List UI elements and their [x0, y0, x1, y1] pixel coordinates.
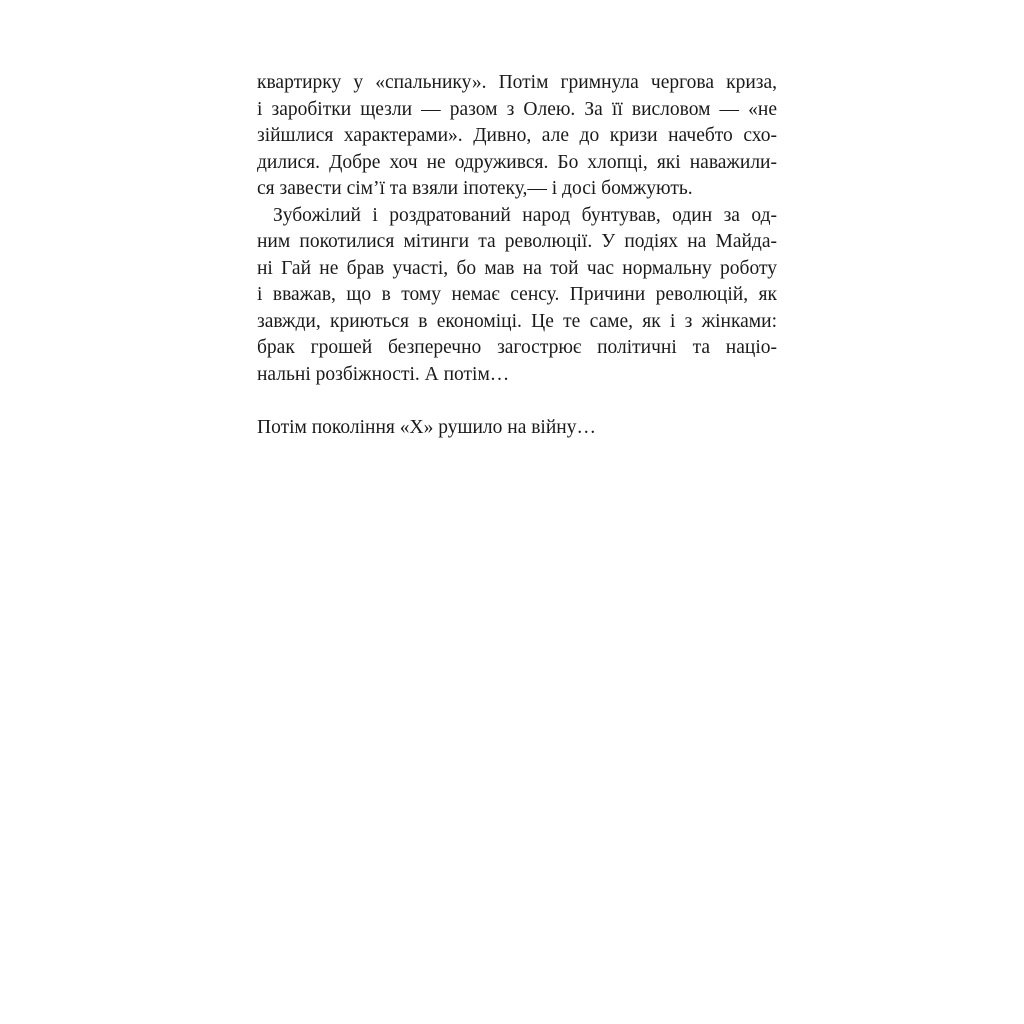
text-line: ся завести сім’ї та взяли іпотеку,— і досі бомжують. [257, 178, 693, 199]
text-block [257, 70, 777, 441]
text-line: ні Гай не брав участі, бо мав на той час нормальну роботу [257, 257, 777, 279]
paragraph-1 [257, 70, 777, 203]
text-line: і заробітки щезли — разом з Олею. За її висловом — «не [257, 98, 777, 120]
text-line: дилися. Добре хоч не одружився. Бо хлопці, які наважили- [257, 151, 777, 173]
paragraph-gap [257, 388, 777, 415]
text-line: і вважав, що в тому немає сенсу. Причини революцій, як [257, 284, 777, 305]
paragraph-2 [257, 203, 777, 389]
text-line: нальні розбіжності. А потім… [257, 363, 510, 385]
text-line: зійшлися характерами». Дивно, але до кризи начебто схо- [257, 125, 777, 146]
text-line: брак грошей безперечно загострює політичні та націо- [257, 337, 777, 358]
text-line: Зубожілий і роздратований народ бунтував, один за од- [273, 204, 777, 226]
text-line: Потім покоління «Х» рушило на війну… [257, 416, 596, 438]
text-line: ним покотилися мітинги та революції. У подіях на Майда- [257, 231, 777, 252]
text-line: квартирку у «спальнику». Потім гримнула чергова криза, [257, 72, 777, 93]
paragraph-3 [257, 415, 777, 442]
text-line: завжди, криються в економіці. Це те саме, як і з жінками: [257, 310, 777, 332]
